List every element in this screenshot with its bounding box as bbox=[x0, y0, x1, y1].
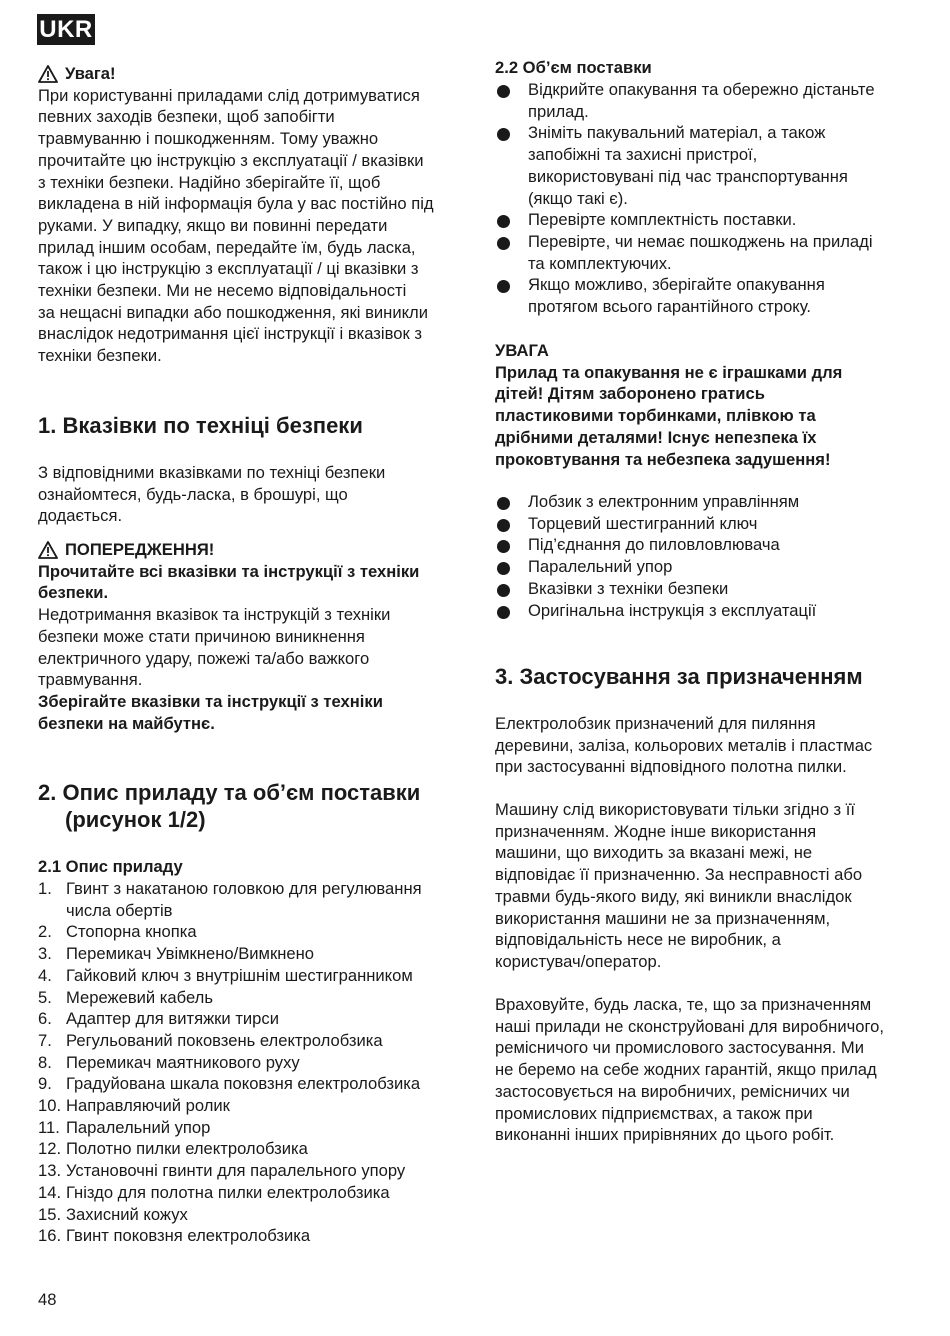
list-item: 15. Захисний кожух bbox=[38, 1204, 188, 1224]
unpacking-steps-list bbox=[495, 79, 925, 318]
caution-title: УВАГА bbox=[495, 341, 549, 360]
warning-keep-text: Зберігайте вказівки та інструкції з техніки безпеки на майбутнє. bbox=[38, 691, 383, 733]
list-item: 13. Установочні гвинти для паралельного упору bbox=[38, 1161, 406, 1181]
bullet-icon bbox=[497, 606, 510, 619]
warning-bold-text: Прочитайте всі вказівки та інструкції з техніки безпеки. bbox=[38, 561, 420, 603]
list-item: Відкрийте опакування та обережно дістаньте прилад. bbox=[495, 79, 925, 122]
bullet-icon bbox=[497, 519, 510, 532]
bullet-icon bbox=[497, 540, 510, 553]
bullet-icon bbox=[497, 584, 510, 597]
safety-intro: З відповідними вказівками по техніці безпеки ознайомтеся, будь-ласка, в брошурі, що додається. bbox=[38, 463, 386, 526]
list-item: Перевірте, чи немає пошкоджень на приладі та комплектуючих. bbox=[495, 231, 925, 274]
bullet-icon bbox=[497, 562, 510, 575]
warning-section bbox=[38, 539, 470, 734]
language-tag: UKR bbox=[37, 14, 95, 45]
section-heading-description: 2. Опис приладу та об’єм поставки (рисунок 1/2) bbox=[38, 780, 421, 832]
list-item: 16. Гвинт поковзня електролобзика bbox=[38, 1226, 311, 1246]
device-parts-list bbox=[38, 878, 470, 1247]
bullet-icon bbox=[497, 215, 510, 228]
list-item: 12. Полотно пилки електролобзика bbox=[38, 1139, 308, 1159]
list-item: 4. Гайковий ключ з внутрішнім шестигранником bbox=[38, 965, 413, 985]
list-item: Вказівки з техніки безпеки bbox=[495, 578, 925, 600]
subheading-device-description: 2.1 Опис приладу bbox=[38, 857, 183, 876]
usage-paragraph-2: Машину слід використовувати тільки згідно з її призначенням. Жодне інше використання машини, що виходить за вказані межі, не відповідає її призначенню. За несправності або травми будь-якого виду, які виникли внаслідок використання машини не за призначенням, відповідальність несе не виробник, а користувач/оператор. bbox=[495, 800, 863, 971]
caution-section bbox=[495, 340, 925, 470]
section-heading-intended-use: 3. Застосування за призначенням bbox=[495, 664, 863, 689]
list-item: 7. Регульований поковзень електролобзика bbox=[38, 1030, 383, 1050]
attention-text: При користуванні приладами слід дотримуватися певних заходів безпеки, щоб запобігти травмуванню і пошкодженням. Тому уважно прочитайте цю інструкцію з експлуатації / вказівки з техніки безпеки. Надійно зберігайте її, щоб викладена в ній інформація була у вас постійно під руками. У випадку, якщо ви повинні передати прилад іншим особам, передайте їм, будь ласка, також і цю інструкцію з експлуатації / ці вказівки з техніки безпеки. Ми не несемо відповідальності за нещасні випадки або пошкодження, які виникли внаслідок недотримання цієї інструкції і вказівок з техніки безпеки. bbox=[38, 85, 434, 366]
list-item: Зніміть пакувальний матеріал, а також запобіжні та захисні пристрої, використовувані під час транспортування (якщо такі є). bbox=[495, 122, 925, 209]
list-item: Оригінальна інструкція з експлуатації bbox=[495, 600, 925, 622]
bullet-icon bbox=[497, 237, 510, 250]
list-item: 9. Градуйована шкала поковзня електролобзика bbox=[38, 1074, 421, 1094]
list-item: Торцевий шестигранний ключ bbox=[495, 513, 925, 535]
list-item: Перевірте комплектність поставки. bbox=[495, 209, 925, 231]
list-item: 2. Стопорна кнопка bbox=[38, 922, 197, 942]
usage-paragraph-3: Враховуйте, будь ласка, те, що за призначенням наші прилади не сконструйовані для виробничого, ремісничого чи промислового застосування. Ми не беремо на себе жодних гарантій, якщо прилад застосовується на виробничих, ремісничих чи промислових підприємствах, а також при виконанні інших прирівняних до цього робіт. bbox=[495, 995, 884, 1145]
page-number: 48 bbox=[38, 1290, 57, 1309]
section-heading-safety: 1. Вказівки по техніці безпеки bbox=[38, 413, 363, 438]
list-item: Під’єднання до пиловловлювача bbox=[495, 534, 925, 556]
bullet-icon bbox=[497, 280, 510, 293]
bullet-icon bbox=[497, 85, 510, 98]
list-item: Якщо можливо, зберігайте опакування протягом всього гарантійного строку. bbox=[495, 274, 925, 317]
caution-text: Прилад та опакування не є іграшками для дітей! Дітям заборонено гратись пластиковими торбинками, плівкою та дрібними деталями! Існує непезпека їх проковтування та небезпека задушення! bbox=[495, 362, 843, 469]
warning-text: Недотримання вказівок та інструкцій з техніки безпеки може стати причиною виникнення електричного удару, пожежі та/або важкого травмування. bbox=[38, 605, 391, 690]
list-item: 14. Гніздо для полотна пилки електролобзика bbox=[38, 1182, 390, 1202]
list-item: 11. Паралельний упор bbox=[38, 1117, 211, 1137]
list-item: 5. Мережевий кабель bbox=[38, 987, 213, 1007]
list-item: 3. Перемикач Увімкнено/Вимкнено bbox=[38, 944, 314, 964]
list-item: 8. Перемикач маятникового руху bbox=[38, 1052, 300, 1072]
list-item: Лобзик з електронним управлінням bbox=[495, 491, 925, 513]
warning-title: ПОПЕРЕДЖЕННЯ! bbox=[65, 540, 215, 559]
warning-triangle-icon bbox=[38, 65, 58, 83]
subheading-delivery-scope: 2.2 Об’єм поставки bbox=[495, 58, 652, 77]
bullet-icon bbox=[497, 497, 510, 510]
warning-triangle-icon bbox=[38, 541, 58, 559]
list-item: 10. Направляючий ролик bbox=[38, 1096, 230, 1116]
list-item: Паралельний упор bbox=[495, 556, 925, 578]
attention-section bbox=[38, 63, 470, 367]
package-contents-list bbox=[495, 491, 925, 621]
bullet-icon bbox=[497, 128, 510, 141]
list-item: 6. Адаптер для витяжки тирси bbox=[38, 1009, 279, 1029]
attention-title: Увага! bbox=[65, 64, 116, 83]
list-item: 1. Гвинт з накатаною головкою для регулювання числа обертів bbox=[38, 879, 422, 920]
usage-paragraph-1: Електролобзик призначений для пиляння деревини, заліза, кольорових металів і пластмас при застосуванні відповідного полотна пилки. bbox=[495, 714, 873, 777]
